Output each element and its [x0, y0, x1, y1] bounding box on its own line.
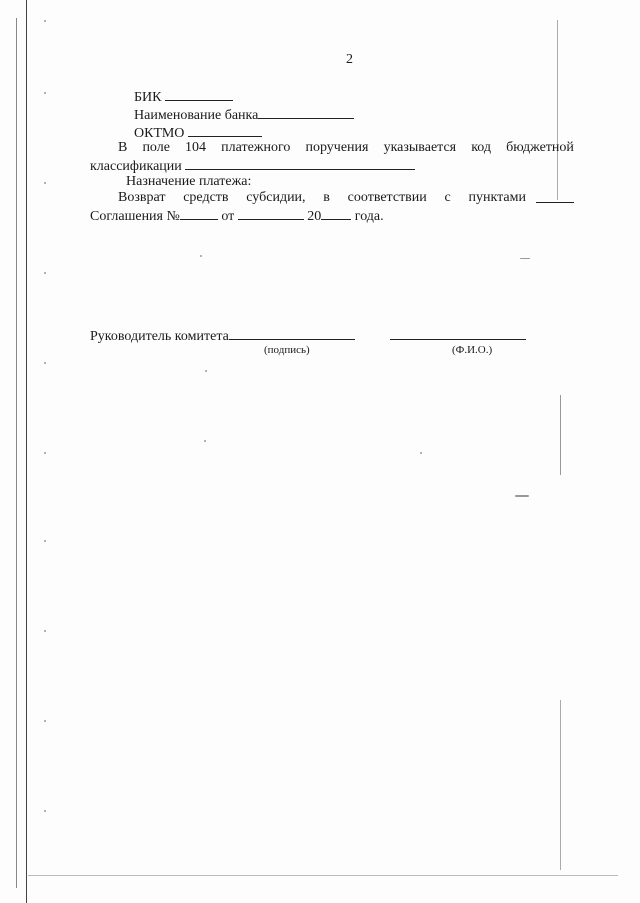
scan-right-edge-lower: [560, 395, 561, 475]
scan-speck: [200, 255, 202, 257]
fio-blank: [390, 327, 526, 340]
subsidy-word: с: [444, 190, 451, 205]
agreement-from: от: [221, 209, 235, 224]
classification-label: классификации: [90, 159, 182, 174]
scan-speck: [44, 630, 46, 632]
scan-speck: [44, 20, 46, 22]
signature-blank: [229, 327, 355, 340]
classification-row: [90, 157, 415, 175]
scan-left-edge: [16, 18, 17, 888]
bik-blank: [165, 88, 233, 101]
signature-row: [90, 327, 355, 345]
payment-purpose-label: Назначение платежа:: [126, 174, 252, 189]
points-blank: [536, 190, 574, 203]
field-104-word: бюджетной: [506, 140, 574, 155]
subsidy-word: в: [323, 190, 330, 205]
scan-speck: [44, 540, 46, 542]
scan-bottom-edge: [28, 875, 618, 876]
scan-speck: [204, 440, 206, 442]
bik-row: [134, 88, 233, 106]
field-104-word: указывается: [383, 140, 457, 155]
scan-speck: [520, 258, 530, 259]
subsidy-word: Возврат: [118, 190, 166, 205]
agreement-row: [90, 207, 384, 225]
field-104-word: платежного: [221, 140, 291, 155]
scan-speck: [44, 92, 46, 94]
subsidy-return-line: [118, 190, 526, 206]
page-number: 2: [346, 52, 353, 67]
bank-name-row: [134, 106, 354, 124]
scan-speck: [44, 810, 46, 812]
field-104-word: 104: [185, 140, 207, 155]
scan-speck: [44, 720, 46, 722]
field-104-word: поле: [142, 140, 170, 155]
field-104-line: [118, 140, 574, 156]
fio-caption: (Ф.И.О.): [452, 344, 493, 356]
scan-speck: [44, 452, 46, 454]
points-blank-row: [536, 190, 574, 208]
field-104-word: В: [118, 140, 128, 155]
agreement-prefix: Соглашения №: [90, 209, 180, 224]
field-104-word: код: [471, 140, 492, 155]
scan-speck: [420, 452, 422, 454]
oktmo-label: ОКТМО: [134, 126, 185, 141]
agreement-number-blank: [180, 207, 218, 220]
fio-blank-row: [390, 327, 526, 345]
classification-blank: [185, 157, 415, 170]
agreement-date-blank: [238, 207, 304, 220]
agreement-year-prefix: 20: [307, 209, 322, 224]
oktmo-blank: [188, 124, 262, 137]
scan-speck: [515, 495, 529, 497]
agreement-year-blank: [321, 207, 351, 220]
head-of-committee-label: Руководитель комитета: [90, 329, 229, 344]
bank-name-blank: [258, 106, 354, 119]
subsidy-word: пунктами: [468, 190, 526, 205]
field-104-word: поручения: [305, 140, 369, 155]
subsidy-word: субсидии,: [246, 190, 306, 205]
bank-name-label: Наименование банка: [134, 108, 259, 123]
subsidy-word: средств: [183, 190, 229, 205]
scan-speck: [44, 272, 46, 274]
scan-right-edge: [557, 20, 558, 200]
scan-left-margin-line: [26, 0, 27, 903]
scan-speck: [205, 370, 207, 372]
scan-speck: [44, 362, 46, 364]
agreement-year-suffix: года.: [354, 209, 384, 224]
bik-label: БИК: [134, 90, 162, 105]
scan-speck: [44, 182, 46, 184]
subsidy-word: соответствии: [347, 190, 427, 205]
scan-right-edge-bottom: [560, 700, 561, 870]
signature-caption: (подпись): [264, 344, 310, 356]
